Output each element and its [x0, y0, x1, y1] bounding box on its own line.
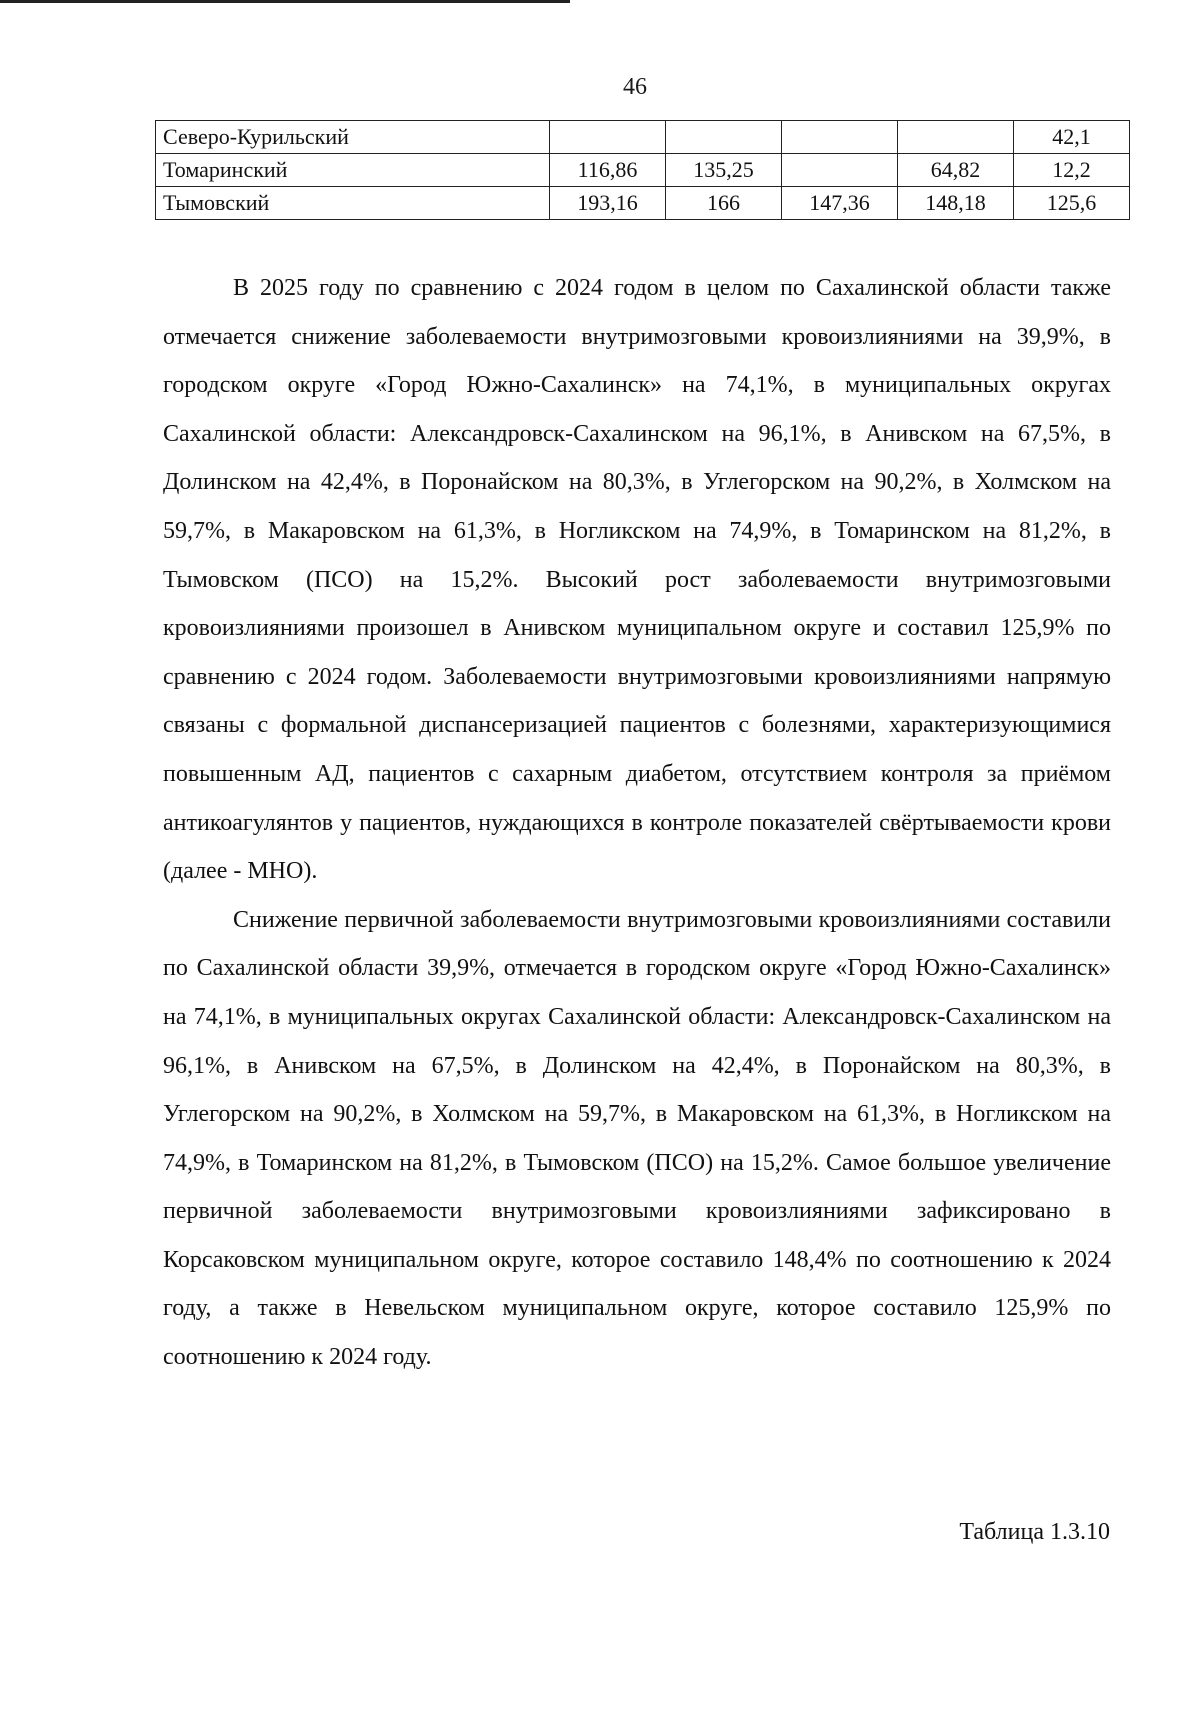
table-row	[156, 154, 1130, 187]
paragraph-primary-incidence: Снижение первичной заболеваемости внутримозговыми кровоизлияниями составили по Сахалинской области 39,9%, отмечается в городском округе «Город Южно-Сахалинск» на 74,1%, в муниципальных округах Сахалинской области: Александровск-Сахалинском на 96,1%, в Анивском на 67,5%, в Долинском на 42,4%, в Поронайском на 80,3%, в Углегорском на 90,2%, в Холмском на 59,7%, в Макаровском на 61,3%, в Ногликском на 74,9%, в Томаринском на 81,2%, в Тымовском (ПСО) на 15,2%. Самое большое увеличение первичной заболеваемости внутримозговыми кровоизлияниями зафиксировано в Корсаковском муниципальном округе, которое составило 148,4% по соотношению к 2024 году, а также в Невельском муниципальном округе, которое составило 125,9% по соотношению к 2024 году.	[163, 906, 1111, 1371]
table-cell-value	[550, 121, 666, 154]
table-row	[156, 187, 1130, 220]
table-cell-district: Тымовский	[156, 187, 550, 220]
table-cell-value: 125,6	[1014, 187, 1130, 220]
table-cell-value: 193,16	[550, 187, 666, 220]
page-top-edge-line	[0, 0, 570, 3]
table-cell-value: 116,86	[550, 154, 666, 187]
table-cell-value: 147,36	[782, 187, 898, 220]
table-cell-value	[782, 121, 898, 154]
table-cell-value	[898, 121, 1014, 154]
table-cell-value: 166	[666, 187, 782, 220]
table-cell-value: 12,2	[1014, 154, 1130, 187]
table-cell-value: 64,82	[898, 154, 1014, 187]
table-cell-district: Северо-Курильский	[156, 121, 550, 154]
incidence-table	[155, 120, 1130, 220]
page-number: 46	[623, 74, 647, 100]
table-cell-district: Томаринский	[156, 154, 550, 187]
table-cell-value: 135,25	[666, 154, 782, 187]
table-cell-value: 42,1	[1014, 121, 1130, 154]
paragraph-hemorrhage-incidence: В 2025 году по сравнению с 2024 годом в целом по Сахалинской области также отмечается снижение заболеваемости внутримозговыми кровоизлияниями на 39,9%, в городском округе «Город Южно-Сахалинск» на 74,1%, в муниципальных округах Сахалинской области: Александровск-Сахалинском на 96,1%, в Анивском на 67,5%, в Долинском на 42,4%, в Поронайском на 80,3%, в Углегорском на 90,2%, в Холмском на 59,7%, в Макаровском на 61,3%, в Ногликском на 74,9%, в Томаринском на 81,2%, в Тымовском (ПСО) на 15,2%. Высокий рост заболеваемости внутримозговыми кровоизлияниями произошел в Анивском муниципальном округе и составил 125,9% по сравнению с 2024 годом. Заболеваемости внутримозговыми кровоизлияниями напрямую связаны с формальной диспансеризацией пациентов с болезнями, характеризующимися повышенным АД, пациентов с сахарным диабетом, отсутствием контроля за приёмом антикоагулянтов у пациентов, нуждающихся в контроле показателей свёртываемости крови (далее - МНО).	[163, 275, 1111, 885]
table-caption: Таблица 1.3.10	[959, 1519, 1110, 1545]
table-cell-value	[782, 154, 898, 187]
table-cell-value	[666, 121, 782, 154]
table-row	[156, 121, 1130, 154]
table-cell-value: 148,18	[898, 187, 1014, 220]
body-text	[163, 264, 1111, 1382]
